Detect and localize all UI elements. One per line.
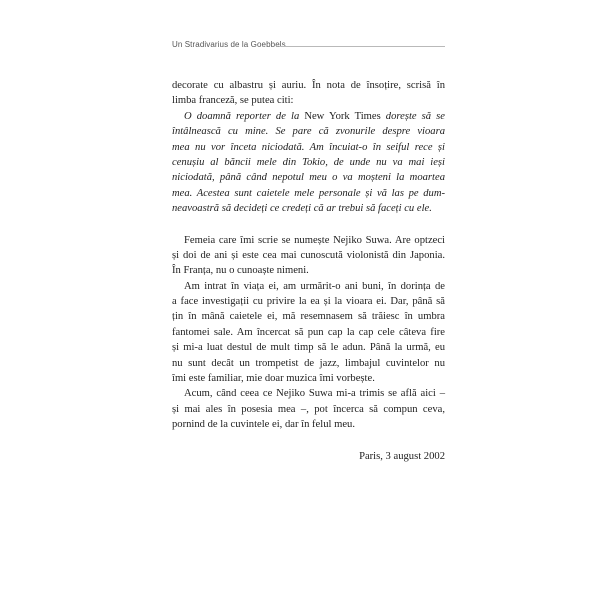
page-body xyxy=(172,78,445,464)
header-rule xyxy=(279,46,445,47)
text-line: În Franța, nu o cunoaște nimeni. xyxy=(172,265,309,277)
section-gap xyxy=(172,433,445,449)
text-line: și mai ales în posesia mea –, pot încerca să compun ceva, xyxy=(172,403,445,415)
text-line: mea nu vor înceta niciodată. Am încuiat-o în seiful rece și xyxy=(172,141,445,153)
paragraph xyxy=(172,386,445,432)
quoted-note xyxy=(172,109,445,217)
text-line: O doamnă reporter de la New York Times dorește să se xyxy=(184,110,445,122)
text-line: limba franceză, se putea citi: xyxy=(172,95,294,107)
text-line: pornind de la cuvintele ei, dar în felul meu. xyxy=(172,419,355,431)
text-line: și doi de ani și este cea mai cunoscută violonistă din Japonia. xyxy=(172,249,445,261)
paragraph xyxy=(172,279,445,387)
signature-dateline: Paris, 3 august 2002 xyxy=(359,450,445,462)
text-line: a face investigații cu privire la ea și la vioara ei. Dar, până să xyxy=(172,296,445,308)
text-line: nu sunt decât un trompetist de jazz, limbajul cuvintelor nu xyxy=(172,357,445,369)
text-line: Femeia care îmi scrie se numește Nejiko Suwa. Are optzeci xyxy=(184,234,445,246)
text-line: Acum, când ceea ce Nejiko Suwa mi-a trimis se află aici – xyxy=(184,388,445,400)
text-line: mea. Acestea sunt caietele mele personale și vă las pe dum- xyxy=(172,187,445,199)
text-line: decorate cu albastru și auriu. În nota de însoțire, scrisă în xyxy=(172,80,445,91)
section-gap xyxy=(172,217,445,233)
text-line: întâlnească cu mine. Se pare că zvonurile despre vioara xyxy=(172,126,445,138)
text-line: fantomei sale. Am încercat să pun cap la cap cele câteva fire xyxy=(172,326,445,338)
text-line: Am intrat în viața ei, am urmărit-o ani buni, în dorința de xyxy=(184,280,445,292)
text-line: țin în mână caietele ei, mă resemnasem să trăiesc în umbra xyxy=(172,311,445,323)
text-line: îmi este familiar, mie doar muzica îmi vorbește. xyxy=(172,373,375,385)
running-header: Un Stradivarius de la Goebbels xyxy=(172,40,286,49)
intro-paragraph xyxy=(172,78,445,109)
text-line: și mi-a luat destul de mult timp să le adun. Până la urmă, eu xyxy=(172,342,445,354)
text-line: cenușiu al băncii mele din Tokio, de unde nu va mai ieși xyxy=(172,156,445,168)
text-line: niciodată, până când nepotul meu o va moșteni la moartea xyxy=(172,172,445,184)
text-line: neavoastră să decideți ce credeți că ar trebui să faceți cu ele. xyxy=(172,203,432,215)
newspaper-name: New York Times xyxy=(304,110,381,122)
paragraph xyxy=(172,233,445,279)
